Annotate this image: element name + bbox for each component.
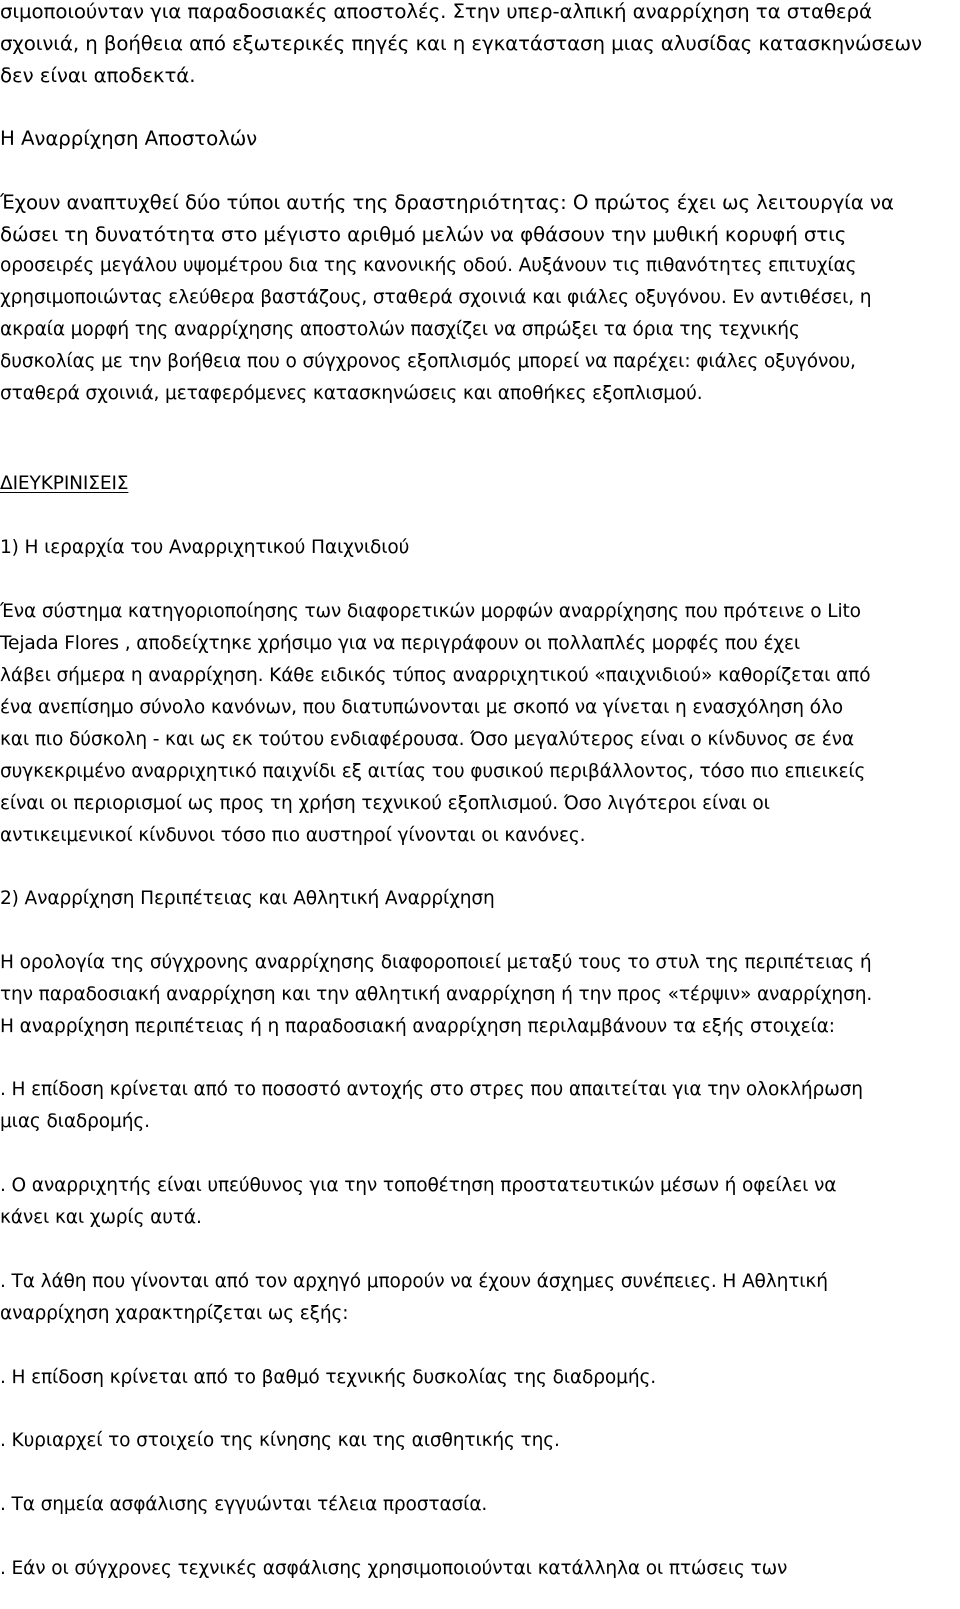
list-item-line: . Εάν οι σύγχρονες τεχνικές ασφάλισης χρησιμοποιούνται κατάλληλα οι πτώσεις των bbox=[0, 1558, 788, 1579]
paragraph-line: λάβει σήμερα η αναρρίχηση. Κάθε ειδικός τύπος αναρριχητικού «παιχνιδιού» καθορίζεται από bbox=[0, 665, 871, 686]
paragraph-line: ακραία μορφή της αναρρίχησης αποστολών πασχίζει να σπρώξει τα όρια της τεχνικής bbox=[0, 319, 800, 340]
list-item-line: αναρρίχηση χαρακτηρίζεται ως εξής: bbox=[0, 1303, 349, 1324]
paragraph-line: Η ορολογία της σύγχρονης αναρρίχησης διαφοροποιεί μεταξύ τους το στυλ της περιπέτειας ή bbox=[0, 952, 872, 973]
subsection-heading: 1) Η ιεραρχία του Αναρριχητικού Παιχνιδιού bbox=[0, 537, 410, 558]
paragraph-line: σιμοποιούνταν για παραδοσιακές αποστολές. Στην υπερ-αλπική αναρρίχηση τα σταθερά bbox=[0, 0, 872, 23]
paragraph-line: αντικειμενικοί κίνδυνοι τόσο πιο αυστηροί γίνονται οι κανόνες. bbox=[0, 825, 586, 846]
list-item-line: μιας διαδρομής. bbox=[0, 1111, 150, 1132]
paragraph-line: δυσκολίας με την βοήθεια που ο σύγχρονος εξοπλισμός μπορεί να παρέχει: φιάλες οξυγόνου, bbox=[0, 351, 856, 372]
paragraph-line: Ένα σύστημα κατηγοριοποίησης των διαφορετικών μορφών αναρρίχησης που πρότεινε ο Lito bbox=[0, 601, 861, 622]
clarifications-heading: ΔΙΕΥΚΡΙΝΙΣΕΙΣ bbox=[0, 473, 129, 494]
paragraph-line: Tejada Flores , αποδείχτηκε χρήσιμο για να περιγράφουν οι πολλαπλές μορφές που έχει bbox=[0, 633, 801, 654]
paragraph-line: οροσειρές μεγάλου υψομέτρου δια της κανονικής οδού. Αυξάνουν τις πιθανότητες επιτυχίας bbox=[0, 255, 857, 276]
paragraph-line: δεν είναι αποδεκτά. bbox=[0, 64, 196, 87]
paragraph-line: και πιο δύσκολη - και ως εκ τούτου ενδιαφέρουσα. Όσο μεγαλύτερος είναι ο κίνδυνος σε ένα bbox=[0, 729, 854, 750]
subsection-heading: 2) Αναρρίχηση Περιπέτειας και Αθλητική Αναρρίχηση bbox=[0, 888, 495, 909]
list-item-line: . Ο αναρριχητής είναι υπεύθυνος για την τοποθέτηση προστατευτικών μέσων ή οφείλει να bbox=[0, 1175, 837, 1196]
paragraph-line: είναι οι περιορισμοί ως προς τη χρήση τεχνικού εξοπλισμού. Όσο λιγότεροι είναι οι bbox=[0, 793, 770, 814]
paragraph-line: Η αναρρίχηση περιπέτειας ή η παραδοσιακή αναρρίχηση περιλαμβάνουν τα εξής στοιχεία: bbox=[0, 1016, 835, 1037]
paragraph-line: χρησιμοποιώντας ελεύθερα βαστάζους, σταθερά σχοινιά και φιάλες οξυγόνου. Εν αντιθέσει, η bbox=[0, 287, 872, 308]
paragraph-line: σταθερά σχοινιά, μεταφερόμενες κατασκηνώσεις και αποθήκες εξοπλισμού. bbox=[0, 383, 703, 404]
list-item-line: . Η επίδοση κρίνεται από το βαθμό τεχνικής δυσκολίας της διαδρομής. bbox=[0, 1367, 656, 1388]
paragraph-line: ένα ανεπίσημο σύνολο κανόνων, που διατυπώνονται με σκοπό να γίνεται η ενασχόληση όλο bbox=[0, 697, 843, 718]
section-heading: Η Αναρρίχηση Αποστολών bbox=[0, 127, 258, 150]
paragraph-line: δώσει τη δυνατότητα στο μέγιστο αριθμό μελών να φθάσουν την μυθική κορυφή στις bbox=[0, 223, 847, 246]
list-item-line: . Η επίδοση κρίνεται από το ποσοστό αντοχής στο στρες που απαιτείται για την ολοκλήρωση bbox=[0, 1079, 863, 1100]
paragraph-line: την παραδοσιακή αναρρίχηση και την αθλητική αναρρίχηση ή την προς «τέρψιν» αναρρίχηση. bbox=[0, 984, 873, 1005]
paragraph-line: σχοινιά, η βοήθεια από εξωτερικές πηγές και η εγκατάσταση μιας αλυσίδας κατασκηνώσεων bbox=[0, 32, 922, 55]
list-item-line: κάνει και χωρίς αυτά. bbox=[0, 1207, 202, 1228]
paragraph-line: Έχουν αναπτυχθεί δύο τύποι αυτής της δραστηριότητας: Ο πρώτος έχει ως λειτουργία να bbox=[0, 191, 894, 214]
list-item-line: . Τα σημεία ασφάλισης εγγυώνται τέλεια προστασία. bbox=[0, 1494, 488, 1515]
list-item-line: . Τα λάθη που γίνονται από τον αρχηγό μπορούν να έχουν άσχημες συνέπειες. Η Αθλητική bbox=[0, 1271, 828, 1292]
paragraph-line: συγκεκριμένο αναρριχητικό παιχνίδι εξ αιτίας του φυσικού περιβάλλοντος, τόσο πιο επιεικείς bbox=[0, 761, 866, 782]
list-item-line: . Κυριαρχεί το στοιχείο της κίνησης και της αισθητικής της. bbox=[0, 1430, 560, 1451]
